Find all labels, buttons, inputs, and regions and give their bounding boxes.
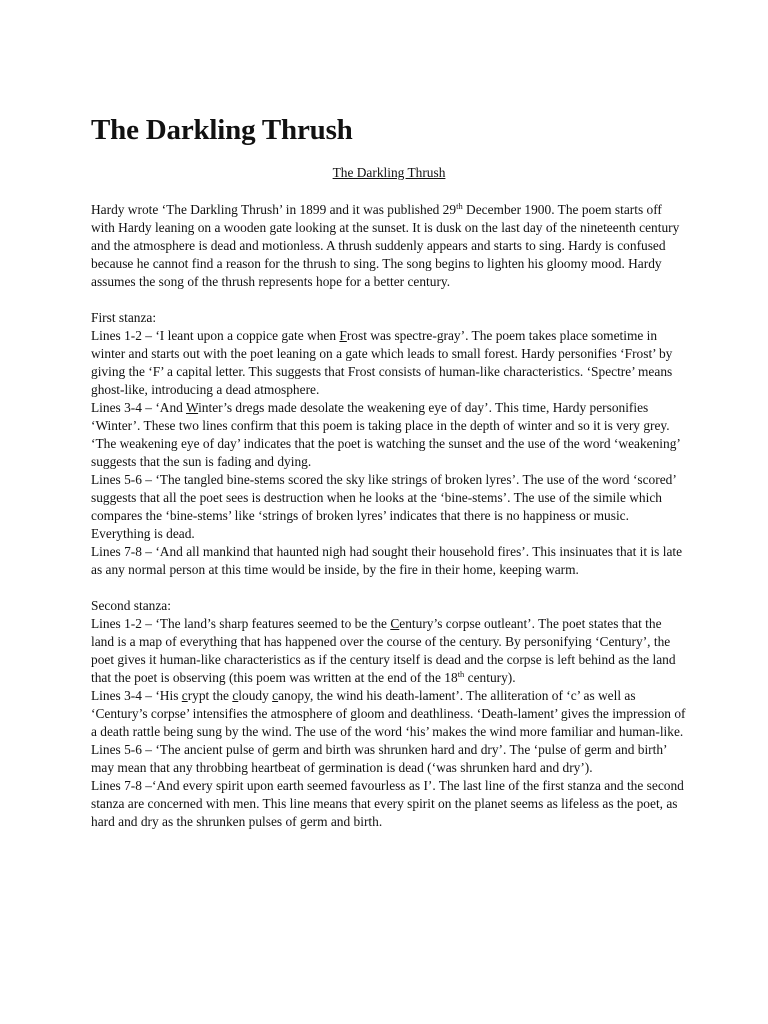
first-stanza-lines-1-2: Lines 1-2 – ‘I leant upon a coppice gate when Frost was spectre-gray’. The poem takes place sometime in winter and starts out with the poet leaning on a gate which leads to small forest. Hardy personifies ‘Frost’ by giving the ‘F’ a capital letter. This suggests that Frost consists of human-like characteristics. ‘Spectre’ means ghost-like, introducing a dead atmosphere. xyxy=(91,328,673,397)
intro-paragraph: Hardy wrote ‘The Darkling Thrush’ in 1899 and it was published 29th December 1900. The poem starts off with Hardy leaning on a wooden gate looking at the sunset. It is dusk on the last day of the nineteenth century and the atmosphere is dead and motionless. A thrush suddenly appears and starts to sing. Hardy is confused because he cannot find a reason for the thrush to sing. The song begins to lighten his gloomy mood. Hardy assumes the song of the thrush represents hope for a better century. xyxy=(91,201,680,289)
document-title: The Darkling Thrush xyxy=(91,114,353,146)
second-stanza-lines-3-4: Lines 3-4 – ‘His crypt the cloudy canopy, the wind his death-lament’. The alliteration of ‘c’ as well as ‘Century’s corpse’ intensifies the atmosphere of gloom and deathliness. ‘Death-lament’ gives the impression of a death rattle being sung by the wind. The use of the word ‘his’ makes the wind more familiar and human-like. xyxy=(91,688,686,739)
underlined-letter: C xyxy=(390,616,400,631)
underlined-letter: c xyxy=(181,688,188,703)
ordinal-superscript: th xyxy=(457,669,465,679)
underlined-letter: F xyxy=(339,328,347,343)
document-body xyxy=(91,164,687,831)
first-stanza-lines-3-4: Lines 3-4 – ‘And Winter’s dregs made desolate the weakening eye of day’. This time, Hardy personifies ‘Winter’. These two lines confirm that this poem is taking place in the depth of winter and so it is very grey. ‘The weakening eye of day’ indicates that the poet is watching the sunset and the use of the word ‘weakening’ suggests that the sun is fading and dying. xyxy=(91,400,680,469)
second-stanza-lines-7-8: Lines 7-8 –‘And every spirit upon earth seemed favourless as I’. The last line of the first stanza and the second stanza are concerned with men. This line means that every spirit on the planet seems as lifeless as the poet, as hard and dry as the shrunken pulses of germ and birth. xyxy=(91,778,684,829)
paragraph-gap xyxy=(91,579,687,597)
ordinal-superscript: th xyxy=(456,201,463,211)
document-subtitle: The Darkling Thrush xyxy=(332,165,446,180)
underlined-letter: W xyxy=(185,400,199,415)
first-stanza-lines-5-6: Lines 5-6 – ‘The tangled bine-stems scored the sky like strings of broken lyres’. The use of the word ‘scored’ suggests that all the poet sees is destruction when he looks at the ‘bine-stems’. The use of the simile which compares the ‘bine-stems’ like ‘strings of broken lyres’ indicates that there is no happiness or music. Everything is dead. xyxy=(91,472,676,541)
second-stanza-lines-1-2: Lines 1-2 – ‘The land’s sharp features seemed to be the Century’s corpse outleant’. The poet states that the land is a map of everything that has happened over the course of the century. By personifying ‘Century’, the poet gives it human-like characteristics as if the century itself is dead and the corpse is left behind as the land that the poet is observing (this poem was written at the end of the 18th century). xyxy=(91,616,676,685)
first-stanza-lines-7-8: Lines 7-8 – ‘And all mankind that haunted nigh had sought their household fires’. This insinuates that it is late as any normal person at this time would be inside, by the fire in their home, keeping warm. xyxy=(91,544,683,577)
second-stanza-lines-5-6: Lines 5-6 – ‘The ancient pulse of germ and birth was shrunken hard and dry’. The ‘pulse of germ and birth’ may mean that any throbbing heartbeat of germination is dead (‘was shrunken hard and dry’). xyxy=(91,742,667,775)
underlined-letter: c xyxy=(232,688,239,703)
paragraph-gap xyxy=(91,291,687,309)
first-stanza-heading: First stanza: xyxy=(91,310,157,325)
underlined-letter: c xyxy=(272,688,279,703)
second-stanza-heading: Second stanza: xyxy=(91,598,171,613)
